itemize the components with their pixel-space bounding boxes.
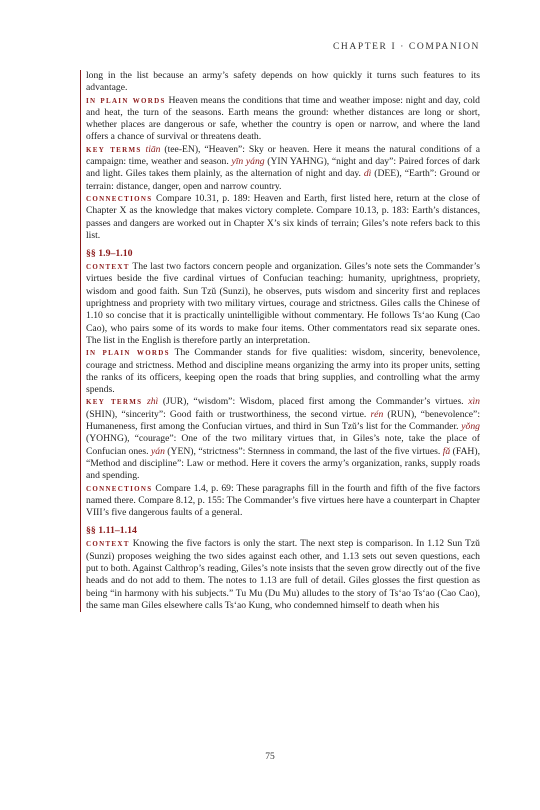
term-pinyin: xìn	[468, 396, 480, 408]
paragraph-context	[86, 261, 480, 347]
label-context: context	[86, 539, 130, 550]
running-head: CHAPTER I · COMPANION	[333, 42, 480, 52]
term-gloss: (JUR), “wisdom”: Wisdom, placed first among the Commander’s virtues.	[158, 396, 469, 408]
companion-body	[80, 70, 480, 612]
term-gloss: (SHIN), “sincerity”: Good faith or trustworthiness, the second virtue.	[86, 408, 371, 420]
section-heading: §§ 1.11–1.14	[86, 525, 137, 537]
paragraph-connections	[86, 193, 480, 242]
term-pinyin: yīn yáng	[231, 156, 265, 168]
paragraph-key-terms	[86, 396, 480, 482]
term-pinyin: yán	[150, 445, 165, 457]
label-context: context	[86, 262, 130, 273]
term-gloss: (YOHNG), “courage”: One of the two military virtues that, in Giles’s note, take the place of Confucian ones.	[86, 433, 480, 457]
term-gloss: (YEN), “strictness”: Sternness in command, the last of the five virtues.	[164, 445, 443, 457]
paragraph-continuation	[86, 70, 480, 95]
label-key-terms: key terms	[86, 144, 142, 155]
paragraph-text: Knowing the five factors is only the start. The next step is comparison. In 1.12 Sun Tzŭ (Sunzi) proposes weighing the two sides against each other, and 1.13 sets out seven questions, each put to both. Against Calthrop’s reading, Giles’s note insists that the seven grow directly out of the five heads and do not add to them. The notes to 1.13 are full of detail. Giles glosses the first question as being “in harmony with his subjects.” Tu Mu (Du Mu) alludes to the story of Ts‘ao Ts‘ao (Cao Cao), the same man Giles elsewhere calls Ts‘ao Kung, who condemned himself to death when his	[86, 538, 480, 611]
paragraph-in-plain-words	[86, 347, 480, 396]
paragraph-text: The last two factors concern people and organization. Giles’s note sets the Commander’s virtues beside the five cardinal virtues of Confucian teaching: humanity, uprightness, propriety, wisdom and good faith. Sun Tzŭ (Sunzi), he observes, puts wisdom and sincerity first and replaces uprightness and propriety with two military virtues, courage and strictness. Giles calls the Chinese of 1.10 so concise that it is practically unintelligible without commentary. He follows Ts‘ao Kung (Cao Cao), who pairs some of its words to make four items. Other commentators read six separate ones. The list in the English is therefore partly an interpretation.	[86, 261, 480, 346]
label-in-plain-words: in plain words	[86, 95, 166, 106]
paragraph-context	[86, 538, 480, 612]
page-number: 75	[265, 752, 275, 762]
term-pinyin: dì	[363, 168, 372, 180]
term-pinyin: rén	[370, 408, 384, 420]
label-in-plain-words: in plain words	[86, 348, 170, 359]
term-pinyin: yǒng	[461, 421, 480, 433]
label-connections: connections	[86, 483, 153, 494]
paragraph-text: Heaven means the conditions that time and weather impose: night and day, cold and heat, the turn of the seasons. Earth means the ground: whether distances are long or short, whether places are dangerous or safe, whether the country is open or narrow, and where the land offers a chance of survival or threatens death.	[86, 94, 480, 143]
term-gloss: (FAH), “Method and discipline”: Law or method. Here it covers the army’s organization, ranks, supply roads and spending.	[86, 445, 480, 482]
term-gloss: (YIN YAHNG), “night and day”: Paired forces of dark and light. Giles takes them plainly, as the alternation of night and day.	[86, 156, 480, 180]
term-gloss: (tee-EN), “Heaven”: Sky or heaven. Here it means the natural conditions of a campaign: time, weather and season.	[86, 143, 481, 168]
paragraph-connections	[86, 483, 480, 520]
label-key-terms: key terms	[86, 397, 143, 408]
term-gloss: (DEE), “Earth”: Ground or terrain: distance, danger, open and narrow country.	[86, 168, 480, 192]
paragraph-key-terms	[86, 144, 480, 193]
term-gloss: (RUN), “benevolence”: Humaneness, first among the Confucian virtues, and third in Sun Tzŭ’s list for the Commander.	[86, 408, 480, 433]
paragraph-text: Compare 10.31, p. 189: Heaven and Earth, first listed here, return at the close of Chapter X as the knowledge that makes victory complete. Compare 10.13, p. 183: Earth’s distances, passes and dangers are worked out in Chapter X’s six kinds of terrain; Giles’s note refers back to this list.	[86, 192, 480, 241]
paragraph-text: long in the list because an army’s safety depends on how quickly it turns such features to its advantage.	[86, 70, 480, 94]
paragraph-text: The Commander stands for five qualities: wisdom, sincerity, benevolence, courage and strictness. Method and discipline means organizing the army into its proper units, setting the ranks of its officers, keeping open the roads that bring supplies, and controlling what the army spends.	[86, 347, 480, 396]
term-pinyin: zhì	[146, 396, 159, 408]
label-connections: connections	[86, 193, 153, 204]
paragraph-in-plain-words	[86, 95, 480, 144]
section-heading: §§ 1.9–1.10	[86, 248, 133, 260]
paragraph-text: Compare 1.4, p. 69: These paragraphs fill in the fourth and fifth of the five factors named there. Compare 8.12, p. 155: The Commander’s five virtues here have a counterpart in Chapter VIII’s five dangerous faults of a general.	[86, 482, 481, 519]
term-pinyin: tiān	[145, 143, 161, 155]
term-pinyin: fǎ	[442, 445, 451, 457]
